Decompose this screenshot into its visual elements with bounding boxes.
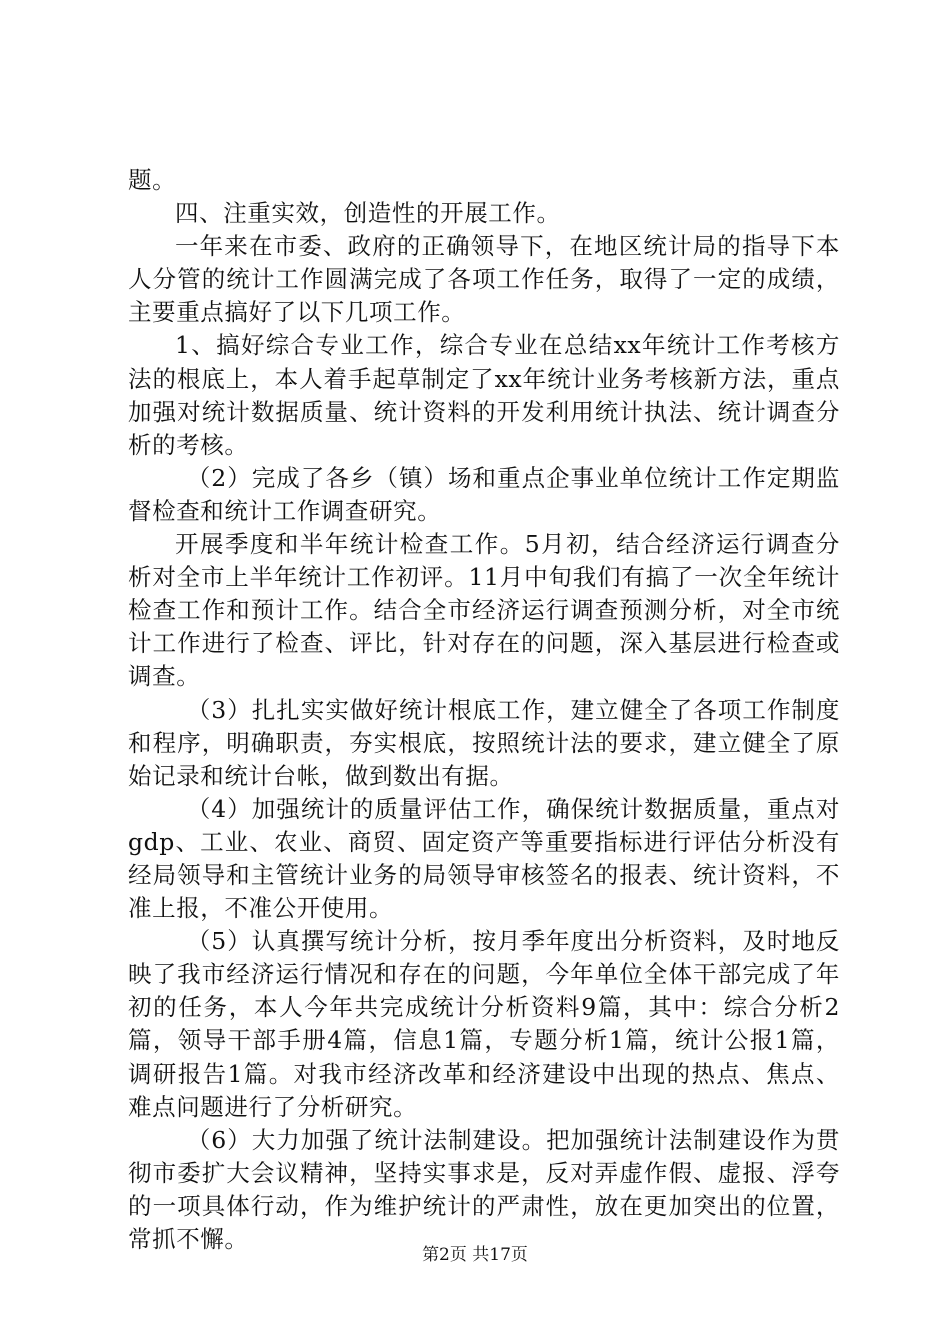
paragraph: （2）完成了各乡（镇）场和重点企事业单位统计工作定期监督检查和统计工作调查研究。 xyxy=(128,463,840,525)
paragraph: 一年来在市委、政府的正确领导下，在地区统计局的指导下本人分管的统计工作圆满完成了各项工作任务，取得了一定的成绩，主要重点搞好了以下几项工作。 xyxy=(128,232,840,327)
paragraph: （4）加强统计的质量评估工作，确保统计数据质量，重点对gdp、工业、农业、商贸、固定资产等重要指标进行评估分析没有经局领导和主管统计业务的局领导审核签名的报表、统计资料，不准上报，不准公开使用。 xyxy=(128,794,840,923)
page-number: 第2页 共17页 xyxy=(422,1245,528,1265)
document-body xyxy=(128,164,840,1256)
paragraph: （3）扎扎实实做好统计根底工作，建立健全了各项工作制度和程序，明确职责，夯实根底，按照统计法的要求，建立健全了原始记录和统计台帐，做到数出有据。 xyxy=(128,695,840,790)
paragraph-continuation: 题。 xyxy=(128,166,177,194)
paragraph: （5）认真撰写统计分析，按月季年度出分析资料，及时地反映了我市经济运行情况和存在的问题，今年单位全体干部完成了年初的任务，本人今年共完成统计分析资料9篇，其中：综合分析2篇，领导干部手册4篇，信息1篇，专题分析1篇，统计公报1篇，调研报告1篇。对我市经济改革和经济建设中出现的热点、焦点、难点问题进行了分析研究。 xyxy=(128,927,840,1121)
section-heading: 四、注重实效，创造性的开展工作。 xyxy=(175,199,561,228)
paragraph: 开展季度和半年统计检查工作。5月初，结合经济运行调查分析对全市上半年统计工作初评。11月中旬我们有搞了一次全年统计检查工作和预计工作。结合全市经济运行调查预测分析，对全市统计工作进行了检查、评比，针对存在的问题，深入基层进行检查或调查。 xyxy=(128,530,840,691)
page-footer xyxy=(0,1243,950,1267)
paragraph: （6）大力加强了统计法制建设。把加强统计法制建设作为贯彻市委扩大会议精神，坚持实事求是，反对弄虚作假、虚报、浮夸的一项具体行动，作为维护统计的严肃性，放在更加突出的位置，常抓不懈。 xyxy=(128,1125,840,1253)
paragraph: 1、搞好综合专业工作，综合专业在总结xx年统计工作考核方法的根底上，本人着手起草制定了xx年统计业务考核新方法，重点加强对统计数据质量、统计资料的开发利用统计执法、统计调查分析的考核。 xyxy=(128,331,840,459)
